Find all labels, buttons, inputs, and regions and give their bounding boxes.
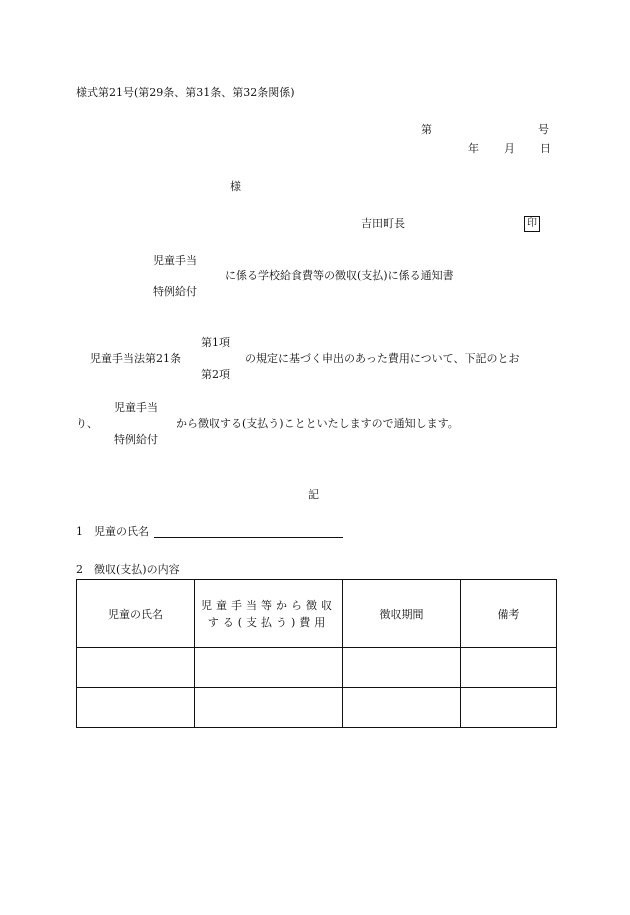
addressee-honorific: 様 bbox=[230, 180, 241, 193]
law-reference: 児童手当法第21条 bbox=[90, 352, 181, 365]
body-sentence-1: の規定に基づく申出のあった費用について、下記のとお bbox=[245, 352, 520, 365]
cell-remarks bbox=[461, 688, 557, 728]
cell-period bbox=[343, 688, 461, 728]
cell-child-name bbox=[77, 648, 195, 688]
date-month: 月 bbox=[504, 142, 515, 155]
header-remarks: 備考 bbox=[461, 580, 557, 648]
cell-child-name bbox=[77, 688, 195, 728]
header-cost bbox=[195, 580, 343, 648]
notice-title: に係る学校給食費等の徴収(支払)に係る通知書 bbox=[225, 269, 454, 282]
title-option-child-allowance: 児童手当 bbox=[153, 254, 197, 267]
cell-remarks bbox=[461, 648, 557, 688]
body-option-special-benefit: 特例給付 bbox=[114, 433, 158, 446]
child-name-underline bbox=[154, 537, 343, 538]
clause-option-1: 第1項 bbox=[201, 336, 230, 349]
item-2-label: 2 徴収(支払)の内容 bbox=[76, 563, 180, 576]
cell-cost bbox=[195, 648, 343, 688]
cell-cost bbox=[195, 688, 343, 728]
title-option-special-benefit: 特例給付 bbox=[153, 285, 197, 298]
table-row bbox=[77, 688, 557, 728]
date-day: 日 bbox=[540, 142, 551, 155]
item-1-label: 1 児童の氏名 bbox=[76, 525, 149, 538]
document-number-suffix: 号 bbox=[538, 123, 549, 136]
body-sentence-2: から徴収する(支払う)ことといたしますので通知します。 bbox=[176, 417, 459, 430]
issuer-name: 吉田町長 bbox=[361, 217, 405, 230]
seal-stamp: 印 bbox=[524, 216, 540, 232]
collection-details-table bbox=[76, 579, 557, 728]
header-cost-label: 児童手当等から徴収する(支払う)費用 bbox=[201, 598, 336, 629]
document-number-prefix: 第 bbox=[421, 123, 432, 136]
clause-option-2: 第2項 bbox=[201, 368, 230, 381]
table-row bbox=[77, 648, 557, 688]
form-title: 様式第21号(第29条、第31条、第32条関係) bbox=[76, 86, 295, 99]
record-heading: 記 bbox=[308, 488, 319, 501]
body-option-child-allowance: 児童手当 bbox=[114, 401, 158, 414]
table-header-row bbox=[77, 580, 557, 648]
date-year: 年 bbox=[468, 142, 479, 155]
header-period: 徴収期間 bbox=[343, 580, 461, 648]
cell-period bbox=[343, 648, 461, 688]
body-sentence-2-prefix: り、 bbox=[76, 417, 98, 430]
header-child-name: 児童の氏名 bbox=[77, 580, 195, 648]
